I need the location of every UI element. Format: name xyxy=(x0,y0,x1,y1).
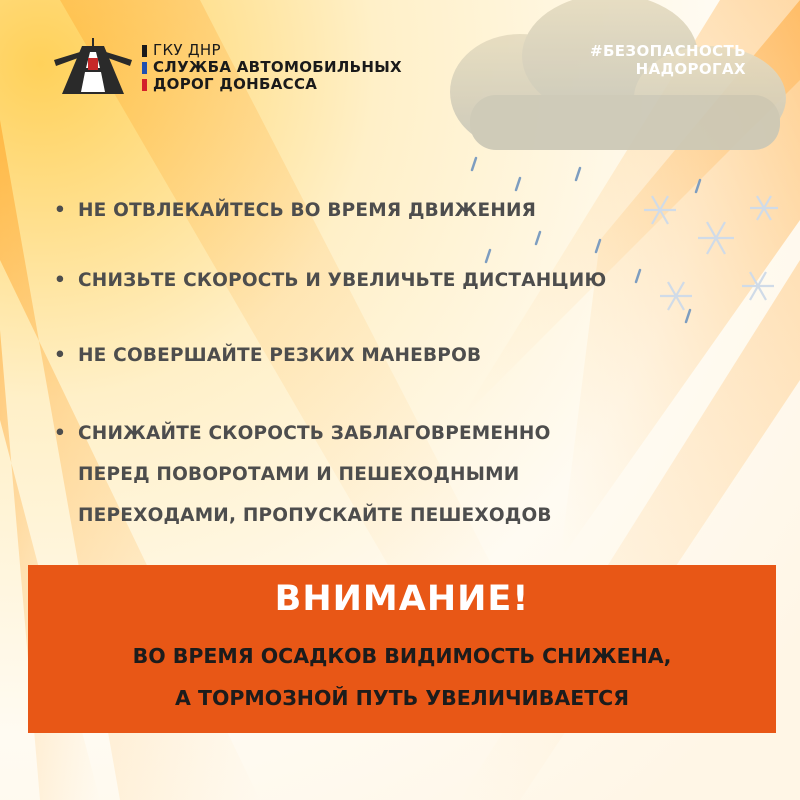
warning-banner xyxy=(28,565,776,733)
warning-line1: ВО ВРЕМЯ ОСАДКОВ ВИДИМОСТЬ СНИЖЕНА, xyxy=(132,644,672,668)
rule-item xyxy=(54,260,606,301)
flag-stripe-blue xyxy=(142,62,147,74)
flag-stripe-black xyxy=(142,45,147,57)
rule-item xyxy=(54,413,552,536)
rule-text: СНИЗЬТЕ СКОРОСТЬ И УВЕЛИЧЬТЕ ДИСТАНЦИЮ xyxy=(78,270,607,291)
bullet-icon: • xyxy=(54,270,67,291)
rule-text: СНИЖАЙТЕ СКОРОСТЬ ЗАБЛАГОВРЕМЕННО ПЕРЕД ПОВОРОТАМИ И ПЕШЕХОДНЫМИ ПЕРЕХОДАМИ, ПРОПУСКАЙТЕ ПЕШЕХОДОВ xyxy=(78,423,552,526)
flag-stripe-red xyxy=(142,79,147,91)
org-name-line3: ДОРОГ ДОНБАССА xyxy=(153,75,318,93)
road-emblem-icon xyxy=(52,38,134,96)
org-name-line1: ГКУ ДНР xyxy=(153,41,221,59)
hashtag xyxy=(590,42,746,78)
warning-line2: А ТОРМОЗНОЙ ПУТЬ УВЕЛИЧИВАЕТСЯ xyxy=(174,686,630,710)
warning-title: ВНИМАНИЕ! xyxy=(274,579,530,619)
rule-item xyxy=(54,335,481,376)
bullet-icon: • xyxy=(54,345,67,366)
bullet-icon: • xyxy=(54,423,67,444)
hashtag-line1: #БЕЗОПАСНОСТЬ xyxy=(589,42,746,60)
bullet-icon: • xyxy=(54,200,67,221)
warning-text xyxy=(28,635,776,719)
rule-text: НЕ СОВЕРШАЙТЕ РЕЗКИХ МАНЕВРОВ xyxy=(78,345,482,366)
rule-text: НЕ ОТВЛЕКАЙТЕСЬ ВО ВРЕМЯ ДВИЖЕНИЯ xyxy=(78,200,537,221)
hashtag-line2: НАДОРОГАХ xyxy=(635,60,746,78)
organization-logo xyxy=(52,38,412,100)
rule-item xyxy=(54,190,536,231)
org-name-line2: СЛУЖБА АВТОМОБИЛЬНЫХ xyxy=(153,58,402,76)
